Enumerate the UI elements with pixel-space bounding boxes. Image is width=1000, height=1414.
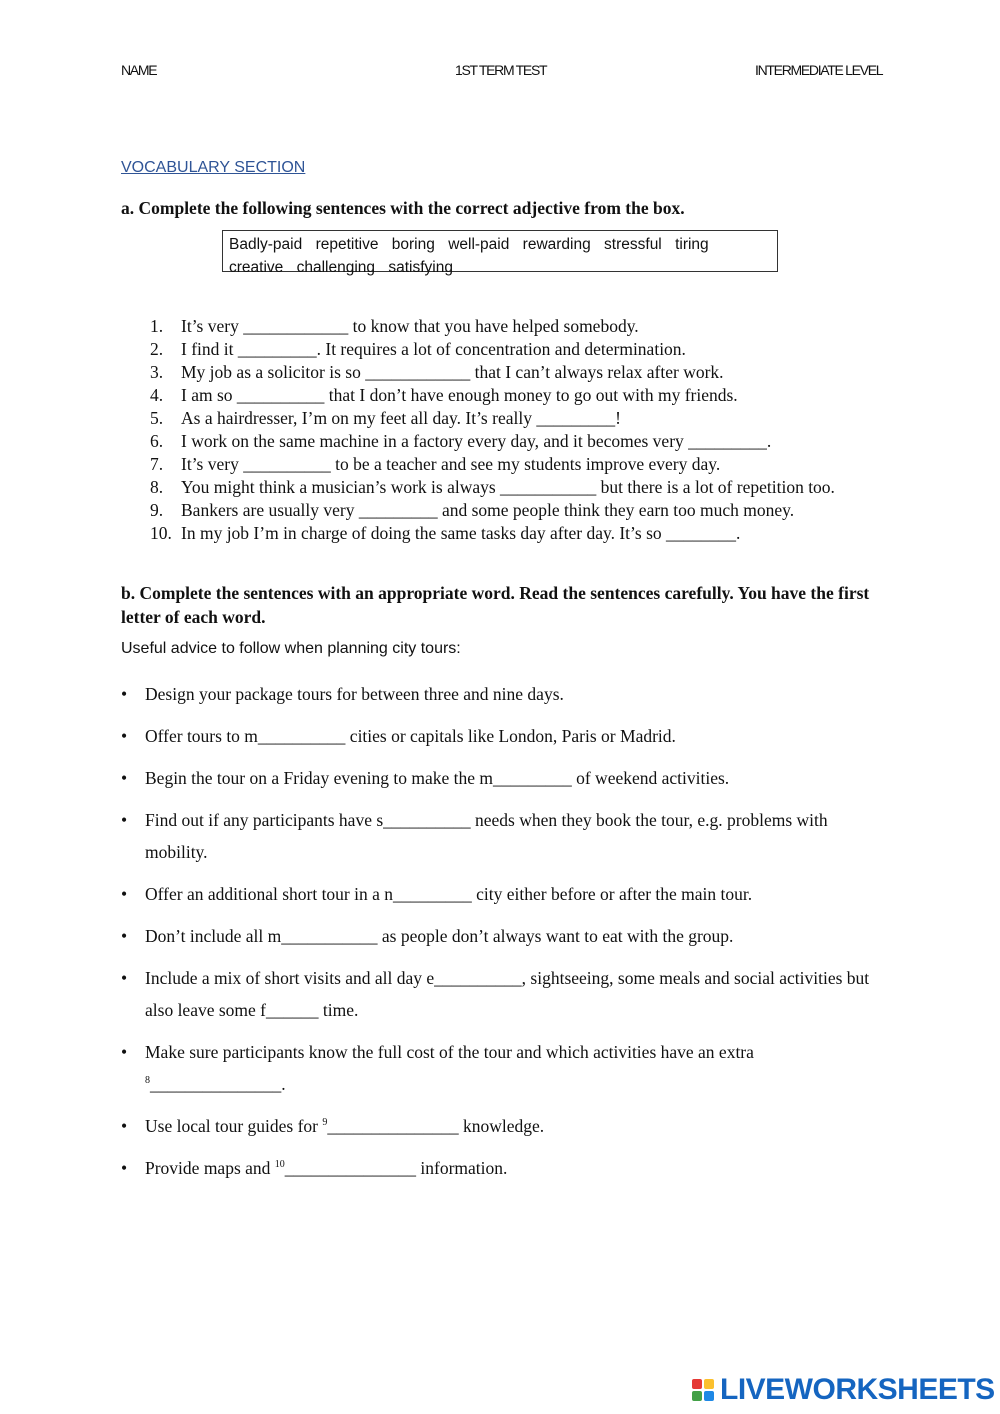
word-box-word: well-paid	[448, 236, 510, 253]
tip-text: Offer tours to m__________ cities or capitals like London, Paris or Madrid.	[145, 726, 676, 746]
list-item	[150, 361, 890, 384]
liveworksheets-logo-icon	[692, 1379, 714, 1401]
item-number: 9.	[150, 500, 164, 520]
list-item	[150, 499, 890, 522]
tip-blank: _______________ knowledge.	[327, 1116, 545, 1136]
list-item	[121, 1110, 881, 1142]
list-item	[150, 407, 890, 430]
tip-text: Begin the tour on a Friday evening to make the m_________ of weekend activities.	[145, 768, 730, 788]
header-test-title: 1ST TERM TEST	[455, 62, 547, 78]
task-b-intro: Useful advice to follow when planning city tours:	[121, 640, 461, 657]
word-box-word: challenging	[296, 259, 376, 276]
word-box	[222, 230, 778, 276]
word-box-word: rewarding	[522, 236, 591, 253]
logo-square	[692, 1379, 702, 1389]
word-box-word: tiring	[675, 236, 709, 253]
list-item	[150, 315, 890, 338]
list-item	[121, 1036, 881, 1100]
bullet: •	[121, 968, 128, 988]
item-text: I am so __________ that I don’t have enough money to go out with my friends.	[181, 385, 738, 405]
item-text: I find it _________. It requires a lot of concentration and determination.	[181, 339, 686, 359]
liveworksheets-logo	[692, 1374, 995, 1406]
bullet: •	[121, 726, 128, 746]
list-item	[150, 430, 890, 453]
bullet: •	[121, 926, 128, 946]
header-level-label: INTERMEDIATE LEVEL	[755, 62, 883, 78]
list-item	[121, 804, 881, 868]
word-box-word: satisfying	[388, 259, 453, 276]
item-number: 8.	[150, 477, 164, 497]
word-box-word: creative	[229, 259, 284, 276]
list-item	[150, 476, 890, 499]
tip-blank: _______________ information.	[284, 1158, 508, 1178]
item-text: In my job I’m in charge of doing the same tasks day after day. It’s so ________.	[181, 523, 741, 543]
tip-blank: _______________.	[150, 1074, 286, 1094]
logo-square	[692, 1391, 702, 1401]
tip-text: Design your package tours for between three and nine days.	[145, 684, 564, 704]
item-number: 1.	[150, 316, 164, 336]
tip-text: Use local tour guides for	[145, 1116, 323, 1136]
item-number: 4.	[150, 385, 164, 405]
list-item	[121, 962, 881, 1026]
item-text: It’s very __________ to be a teacher and see my students improve every day.	[181, 454, 721, 474]
bullet: •	[121, 1042, 128, 1062]
tip-text: Include a mix of short visits and all day e__________, sightseeing, some meals and social activities but also leave some f______ time.	[145, 968, 870, 1020]
bullet: •	[121, 1116, 128, 1136]
task-a-sentence-list	[150, 315, 890, 545]
item-text: You might think a musician’s work is always ___________ but there is a lot of repetition too.	[181, 477, 835, 497]
word-box-word: stressful	[604, 236, 662, 253]
list-item	[121, 878, 881, 910]
item-number: 6.	[150, 431, 164, 451]
bullet: •	[121, 810, 128, 830]
item-number: 7.	[150, 454, 164, 474]
item-text: I work on the same machine in a factory every day, and it becomes very _________.	[181, 431, 772, 451]
logo-square	[704, 1391, 714, 1401]
bullet: •	[121, 884, 128, 904]
word-box-line-2	[229, 256, 771, 279]
item-number: 5.	[150, 408, 164, 428]
item-number: 2.	[150, 339, 164, 359]
tip-text: Offer an additional short tour in a n_________ city either before or after the main tour.	[145, 884, 753, 904]
list-item	[150, 338, 890, 361]
item-text: As a hairdresser, I’m on my feet all day. It’s really _________!	[181, 408, 621, 428]
task-b-tip-list	[121, 678, 881, 1194]
bullet: •	[121, 1158, 128, 1178]
word-box-word: Badly-paid	[229, 236, 303, 253]
task-a-instruction: a. Complete the following sentences with the correct adjective from the box.	[121, 198, 685, 218]
word-box-word: boring	[391, 236, 435, 253]
word-box-word: repetitive	[315, 236, 379, 253]
word-box-line-1	[229, 233, 771, 256]
section-title: VOCABULARY SECTION	[121, 159, 306, 176]
list-item	[121, 720, 881, 752]
list-item	[121, 1152, 881, 1184]
tip-text: Find out if any participants have s__________ needs when they book the tour, e.g. problems with mobility.	[145, 810, 828, 862]
list-item	[150, 453, 890, 476]
list-item	[150, 384, 890, 407]
list-item	[121, 920, 881, 952]
list-item	[121, 762, 881, 794]
logo-square	[704, 1379, 714, 1389]
liveworksheets-logo-text: LIVEWORKSHEETS	[720, 1373, 995, 1406]
header-name-label: NAME	[121, 62, 157, 78]
list-item	[150, 522, 890, 545]
item-text: Bankers are usually very _________ and some people think they earn too much money.	[181, 500, 795, 520]
bullet: •	[121, 684, 128, 704]
gap-number: 10	[274, 1159, 285, 1170]
list-item	[121, 678, 881, 710]
tip-text: Provide maps and	[145, 1158, 275, 1178]
item-number: 10.	[150, 523, 172, 543]
bullet: •	[121, 768, 128, 788]
item-text: It’s very ____________ to know that you have helped somebody.	[181, 316, 639, 336]
item-text: My job as a solicitor is so ____________ that I can’t always relax after work.	[181, 362, 724, 382]
tip-text: Don’t include all m___________ as people don’t always want to eat with the group.	[145, 926, 734, 946]
task-b-instruction: b. Complete the sentences with an appropriate word. Read the sentences carefully. You have the first letter of each word.	[121, 583, 870, 627]
tip-text: Make sure participants know the full cost of the tour and which activities have an extra	[145, 1042, 754, 1062]
gap-number: 9	[322, 1117, 328, 1128]
item-number: 3.	[150, 362, 164, 382]
gap-number: 8	[145, 1075, 150, 1086]
